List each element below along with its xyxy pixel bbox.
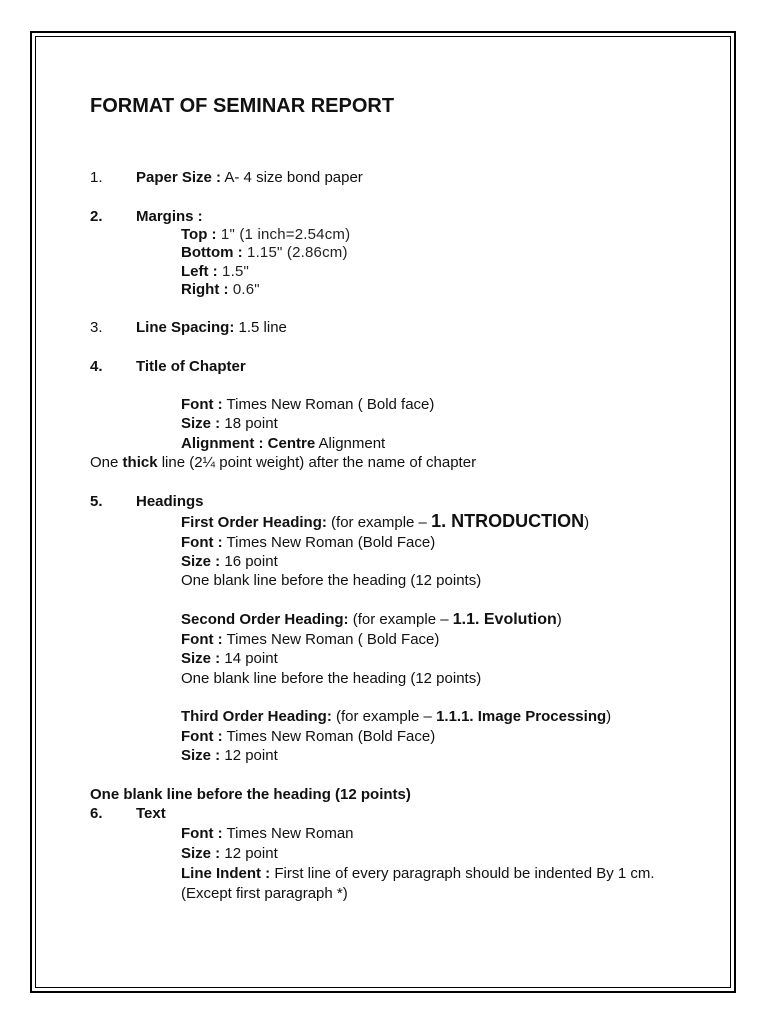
first-order-blank-line: One blank line before the heading (12 points) (181, 572, 482, 589)
section-1-paper-size (136, 169, 363, 187)
thick-line-note (90, 454, 476, 472)
third-order-size-label: Size : (181, 747, 221, 764)
margin-top (181, 226, 350, 244)
chapter-size-value: 18 point (220, 415, 278, 432)
section-3-line-spacing (136, 319, 287, 337)
section-5-headings-label: Headings (136, 493, 204, 510)
third-order-heading (181, 708, 611, 726)
second-order-font-label: Font : (181, 631, 223, 648)
margin-right-label: Right : (181, 281, 229, 298)
paper-size-value: A- 4 size bond paper (221, 169, 363, 186)
section-6-text-label: Text (136, 805, 166, 822)
first-order-font-label: Font : (181, 534, 223, 551)
margin-left-value: 1.5" (217, 263, 250, 280)
chapter-font-label: Font : (181, 396, 223, 413)
second-order-heading (181, 611, 562, 629)
section-5-number: 5. (90, 493, 103, 510)
third-order-size (181, 747, 278, 765)
margin-left (181, 263, 249, 281)
text-line-indent-label: Line Indent : (181, 865, 271, 882)
third-order-heading-label: Third Order Heading: (181, 708, 332, 725)
chapter-alignment (181, 435, 385, 453)
second-order-heading-example: 1.1. Evolution (452, 611, 557, 628)
document-title: FORMAT OF SEMINAR REPORT (90, 95, 395, 117)
first-order-font (181, 534, 435, 552)
second-order-size-label: Size : (181, 650, 221, 667)
section-2-number: 2. (90, 208, 103, 225)
first-order-size (181, 553, 278, 571)
section-6-number: 6. (90, 805, 103, 822)
chapter-alignment-label: Alignment : Centre (181, 435, 316, 452)
margin-left-label: Left : (181, 263, 218, 280)
thick-line-pre: One (90, 454, 123, 471)
text-size (181, 845, 278, 863)
second-order-size (181, 650, 278, 668)
section-4-number: 4. (90, 358, 103, 375)
third-order-font-value: Times New Roman (Bold Face) (222, 728, 436, 745)
line-spacing-value: 1.5 line (234, 319, 287, 336)
third-order-heading-example: 1.1.1. Image Processing (436, 708, 607, 725)
margin-bottom-label: Bottom : (181, 244, 243, 261)
third-order-font (181, 728, 435, 746)
second-order-heading-post: ) (556, 611, 562, 628)
margin-top-label: Top : (181, 226, 217, 243)
chapter-alignment-value: Alignment (315, 435, 386, 452)
chapter-font (181, 396, 434, 414)
chapter-size (181, 415, 278, 433)
first-order-size-label: Size : (181, 553, 221, 570)
text-font (181, 825, 354, 843)
text-size-value: 12 point (220, 845, 278, 862)
first-order-heading (181, 512, 589, 532)
second-order-blank-line: One blank line before the heading (12 points) (181, 670, 482, 687)
text-font-value: Times New Roman (222, 825, 354, 842)
second-order-font (181, 631, 439, 649)
chapter-font-value: Times New Roman ( Bold face) (222, 396, 435, 413)
second-order-size-value: 14 point (220, 650, 278, 667)
section-4-title-of-chapter: Title of Chapter (136, 358, 246, 375)
chapter-size-label: Size : (181, 415, 221, 432)
first-order-font-value: Times New Roman (Bold Face) (222, 534, 436, 551)
margin-right (181, 281, 260, 299)
second-order-font-value: Times New Roman ( Bold Face) (222, 631, 440, 648)
margin-bottom-value: 1.15" (2.86cm) (242, 244, 348, 261)
second-order-heading-pre: (for example – (348, 611, 453, 628)
line-spacing-label: Line Spacing: (136, 319, 235, 336)
first-order-heading-label: First Order Heading: (181, 514, 327, 531)
text-line-indent-value: First line of every paragraph should be indented By 1 cm. (Except first paragraph *) (181, 865, 655, 902)
second-order-heading-label: Second Order Heading: (181, 611, 349, 628)
third-order-font-label: Font : (181, 728, 223, 745)
thick-line-post: line (2¼ point weight) after the name of chapter (157, 454, 477, 471)
third-order-heading-post: ) (606, 708, 612, 725)
first-order-size-value: 16 point (220, 553, 278, 570)
text-font-label: Font : (181, 825, 223, 842)
section-3-number: 3. (90, 319, 103, 336)
margin-top-value: 1" (1 inch=2.54cm) (216, 226, 351, 243)
first-order-heading-example: 1. NTRODUCTION (431, 511, 585, 531)
third-order-heading-pre: (for example – (331, 708, 437, 725)
section-1-number: 1. (90, 169, 103, 186)
margin-right-value: 0.6" (228, 281, 260, 298)
blank-line-note: One blank line before the heading (12 points) (90, 786, 411, 803)
thick-line-bold: thick (122, 454, 158, 471)
first-order-heading-post: ) (584, 514, 590, 531)
margin-bottom (181, 244, 348, 262)
text-line-indent (181, 864, 671, 904)
paper-size-label: Paper Size : (136, 169, 222, 186)
first-order-heading-pre: (for example – (326, 514, 432, 531)
text-size-label: Size : (181, 845, 221, 862)
third-order-size-value: 12 point (220, 747, 278, 764)
section-2-margins-label: Margins : (136, 208, 203, 225)
